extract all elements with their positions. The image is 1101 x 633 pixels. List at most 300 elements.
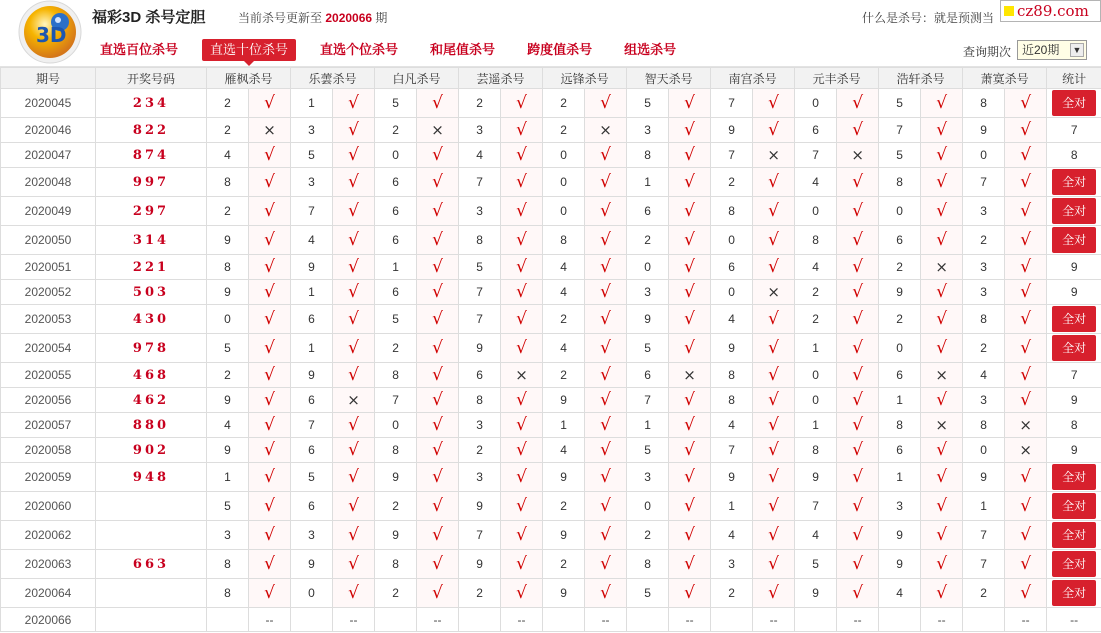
table-row (1, 143, 1101, 168)
result-cell (669, 168, 711, 197)
check-icon: √ (600, 309, 611, 329)
kill-number-cell: 5 (879, 143, 921, 168)
all-correct-button[interactable]: 全对 (1052, 90, 1096, 116)
check-icon: √ (936, 120, 948, 140)
check-icon: √ (600, 93, 611, 113)
stat-cell (1047, 226, 1101, 255)
table-row (1, 521, 1101, 550)
kill-number-cell: 7 (795, 143, 837, 168)
kill-number-cell: 2 (375, 118, 417, 143)
all-correct-button[interactable]: 全对 (1052, 227, 1096, 253)
check-icon: √ (684, 282, 695, 302)
kill-number-cell: 3 (711, 550, 753, 579)
kill-number-cell: 9 (879, 550, 921, 579)
check-icon: √ (432, 309, 443, 329)
table-row (1, 492, 1101, 521)
check-icon: √ (768, 201, 780, 221)
check-icon: √ (432, 145, 443, 165)
result-cell (837, 388, 879, 413)
nav-tab-5[interactable]: 组选杀号 (624, 42, 677, 57)
result-cell (333, 550, 375, 579)
result-cell (669, 197, 711, 226)
result-cell (249, 143, 291, 168)
result-cell (501, 280, 543, 305)
all-correct-button[interactable]: 全对 (1052, 493, 1096, 519)
kill-number-cell: 5 (207, 492, 249, 521)
kill-number-cell: 2 (627, 226, 669, 255)
kill-number-cell: 5 (627, 438, 669, 463)
check-icon: √ (1020, 201, 1032, 221)
check-icon: √ (684, 309, 695, 329)
result-cell (417, 463, 459, 492)
kill-number-cell: 6 (291, 305, 333, 334)
kill-number-cell: 7 (459, 168, 501, 197)
check-icon: √ (348, 440, 359, 460)
kill-number-cell: 3 (459, 463, 501, 492)
check-icon: √ (600, 390, 611, 410)
check-icon: √ (684, 230, 695, 250)
kill-number-cell: 9 (711, 334, 753, 363)
check-icon: √ (600, 145, 611, 165)
result-cell (585, 413, 627, 438)
result-cell (501, 492, 543, 521)
period-cell: 2020062 (1, 521, 96, 550)
check-icon: √ (1020, 583, 1032, 603)
stat-cell (1047, 388, 1101, 413)
result-cell (249, 521, 291, 550)
result-cell (837, 492, 879, 521)
draw-number-cell: 948 (96, 463, 207, 492)
result-cell (501, 550, 543, 579)
result-cell (417, 118, 459, 143)
kill-number-cell: 4 (963, 363, 1005, 388)
result-cell (417, 521, 459, 550)
nav-tab-4[interactable]: 跨度值杀号 (527, 42, 593, 57)
kill-number-cell: 1 (627, 413, 669, 438)
kill-number-cell: 1 (375, 255, 417, 280)
kill-number-cell: 8 (459, 388, 501, 413)
result-cell (333, 363, 375, 388)
kill-number-cell: 4 (207, 413, 249, 438)
result-cell (501, 255, 543, 280)
col-header-expert[interactable]: 浩轩杀号 (879, 68, 963, 89)
result-cell (333, 438, 375, 463)
kill-number-cell: 6 (375, 197, 417, 226)
all-correct-button[interactable]: 全对 (1052, 169, 1096, 195)
check-icon: √ (1020, 309, 1032, 329)
draw-number-cell: 430 (96, 305, 207, 334)
result-cell (669, 521, 711, 550)
result-cell (249, 579, 291, 608)
result-cell (753, 363, 795, 388)
kill-number-cell: 2 (459, 89, 501, 118)
kill-number-cell: 9 (879, 280, 921, 305)
all-correct-button[interactable]: 全对 (1052, 522, 1096, 548)
check-icon: √ (264, 93, 275, 113)
cross-icon: × (1019, 416, 1032, 434)
kill-number-cell: 1 (291, 334, 333, 363)
check-icon: √ (852, 496, 864, 516)
check-icon: √ (852, 415, 864, 435)
result-cell (501, 413, 543, 438)
result-cell (501, 363, 543, 388)
result-cell (417, 550, 459, 579)
check-icon: √ (768, 496, 780, 516)
result-cell (585, 521, 627, 550)
check-icon: √ (684, 440, 695, 460)
stat-cell (1047, 168, 1101, 197)
check-icon: √ (600, 230, 611, 250)
check-icon: √ (1020, 93, 1032, 113)
check-icon: √ (852, 93, 864, 113)
kill-number-cell: 5 (459, 255, 501, 280)
kill-number-cell: 1 (795, 334, 837, 363)
cross-icon: × (683, 366, 696, 384)
kill-number-cell: 1 (291, 280, 333, 305)
check-icon: √ (348, 201, 359, 221)
check-icon: √ (768, 309, 780, 329)
kill-number-cell: 3 (963, 388, 1005, 413)
kill-number-cell: 9 (459, 492, 501, 521)
check-icon: √ (936, 496, 948, 516)
kill-number-cell: 8 (627, 143, 669, 168)
col-header-expert[interactable]: 萧寞杀号 (963, 68, 1047, 89)
check-icon: √ (600, 201, 611, 221)
all-correct-button[interactable]: 全对 (1052, 580, 1096, 606)
kill-number-cell: 0 (543, 143, 585, 168)
check-icon: √ (768, 583, 780, 603)
result-cell (333, 521, 375, 550)
col-header-period: 期号 (1, 68, 96, 89)
kill-number-cell: 4 (543, 280, 585, 305)
result-cell (333, 388, 375, 413)
period-cell: 2020046 (1, 118, 96, 143)
result-cell (417, 363, 459, 388)
kill-number-cell: 2 (963, 226, 1005, 255)
check-icon: √ (852, 201, 864, 221)
result-cell (333, 305, 375, 334)
kill-number-cell: 2 (879, 305, 921, 334)
brand-badge[interactable] (1000, 0, 1101, 22)
check-icon: √ (852, 467, 864, 487)
check-icon: √ (264, 145, 275, 165)
check-icon: √ (516, 390, 527, 410)
nav-tab-1[interactable]: 直选十位杀号 (202, 39, 296, 61)
kill-number-cell: 9 (207, 388, 249, 413)
result-cell (249, 463, 291, 492)
check-icon: √ (264, 415, 275, 435)
kill-number-cell: 2 (543, 363, 585, 388)
check-icon: √ (264, 583, 275, 603)
result-cell (1005, 579, 1047, 608)
kill-number-cell: 8 (795, 226, 837, 255)
check-icon: √ (264, 201, 275, 221)
result-cell (753, 143, 795, 168)
check-icon: √ (936, 467, 948, 487)
check-icon: √ (516, 282, 527, 302)
check-icon: √ (852, 390, 864, 410)
check-icon: √ (348, 145, 359, 165)
draw-number-cell: 822 (96, 118, 207, 143)
check-icon: √ (264, 440, 275, 460)
result-cell (1005, 492, 1047, 521)
kill-number-cell: 5 (627, 334, 669, 363)
result-cell (837, 197, 879, 226)
check-icon: √ (348, 282, 359, 302)
result-cell (249, 388, 291, 413)
all-correct-button[interactable]: 全对 (1052, 464, 1096, 490)
result-cell (837, 463, 879, 492)
check-icon: √ (936, 554, 948, 574)
result-cell (921, 363, 963, 388)
check-icon: √ (768, 365, 780, 385)
result-cell (921, 255, 963, 280)
pending-result: -- (669, 608, 711, 632)
cross-icon: × (599, 121, 612, 139)
result-cell (249, 438, 291, 463)
all-correct-button[interactable]: 全对 (1052, 306, 1096, 332)
result-cell (585, 168, 627, 197)
result-cell (669, 579, 711, 608)
check-icon: √ (600, 496, 611, 516)
kill-number-cell: 0 (963, 438, 1005, 463)
result-cell (417, 579, 459, 608)
period-cell: 2020060 (1, 492, 96, 521)
current-kill-number: 2 (795, 608, 837, 632)
draw-number-cell: 663 (96, 550, 207, 579)
kill-number-cell: 2 (207, 89, 249, 118)
brand-dot-icon (1004, 6, 1014, 16)
result-cell (333, 492, 375, 521)
table-header-row (1, 68, 1101, 89)
check-icon: √ (348, 172, 359, 192)
kill-number-cell: 7 (795, 492, 837, 521)
result-cell (333, 413, 375, 438)
result-cell (921, 579, 963, 608)
check-icon: √ (432, 201, 443, 221)
col-header-expert[interactable]: 元丰杀号 (795, 68, 879, 89)
check-icon: √ (264, 257, 275, 277)
result-cell (417, 388, 459, 413)
check-icon: √ (432, 230, 443, 250)
pending-result: -- (417, 608, 459, 632)
all-correct-button[interactable]: 全对 (1052, 198, 1096, 224)
kill-number-cell: 8 (207, 579, 249, 608)
col-header-expert[interactable]: 白凡杀号 (375, 68, 459, 89)
kill-number-cell: 7 (459, 280, 501, 305)
kill-number-cell: 3 (963, 197, 1005, 226)
result-cell (501, 438, 543, 463)
kill-number-cell: 7 (459, 521, 501, 550)
col-header-expert[interactable]: 乐蕓杀号 (291, 68, 375, 89)
kill-number-cell: 9 (627, 305, 669, 334)
draw-number-cell: 503 (96, 280, 207, 305)
kill-number-cell: 4 (795, 255, 837, 280)
result-cell (333, 334, 375, 363)
result-cell (501, 226, 543, 255)
check-icon: √ (1020, 230, 1032, 250)
draw-number-cell: 874 (96, 143, 207, 168)
result-cell (921, 197, 963, 226)
result-cell (669, 143, 711, 168)
kill-number-cell: 0 (543, 168, 585, 197)
period-cell: 2020053 (1, 305, 96, 334)
check-icon: √ (264, 282, 275, 302)
check-icon: √ (600, 338, 611, 358)
result-cell (669, 492, 711, 521)
result-cell (837, 413, 879, 438)
result-cell (669, 363, 711, 388)
check-icon: √ (264, 365, 275, 385)
kill-number-cell: 3 (459, 413, 501, 438)
current-kill-number: 4 (375, 608, 417, 632)
kill-number-cell: 8 (879, 168, 921, 197)
kill-number-cell: 2 (963, 579, 1005, 608)
table-row (1, 305, 1101, 334)
check-icon: √ (1020, 120, 1032, 140)
kill-number-cell: 8 (795, 438, 837, 463)
kill-number-cell: 9 (375, 521, 417, 550)
check-icon: √ (768, 467, 780, 487)
kill-number-cell: 3 (291, 168, 333, 197)
stat-cell (1047, 118, 1101, 143)
result-cell (333, 579, 375, 608)
result-cell (417, 168, 459, 197)
check-icon: √ (348, 257, 359, 277)
check-icon: √ (432, 257, 443, 277)
cross-icon: × (767, 146, 780, 164)
check-icon: √ (1020, 554, 1032, 574)
result-cell (669, 280, 711, 305)
check-icon: √ (936, 390, 948, 410)
kill-number-cell: 9 (459, 334, 501, 363)
kill-number-cell: 0 (711, 280, 753, 305)
check-icon: √ (600, 583, 611, 603)
check-icon: √ (264, 309, 275, 329)
draw-number-cell: 221 (96, 255, 207, 280)
check-icon: √ (348, 467, 359, 487)
check-icon: √ (516, 467, 527, 487)
period-select[interactable] (1017, 40, 1087, 60)
result-cell (837, 579, 879, 608)
col-header-expert[interactable]: 雁枫杀号 (207, 68, 291, 89)
period-cell: 2020045 (1, 89, 96, 118)
kill-number-cell: 4 (291, 226, 333, 255)
kill-number-cell: 9 (207, 226, 249, 255)
kill-number-cell: 9 (207, 438, 249, 463)
kill-number-cell: 6 (627, 363, 669, 388)
col-header-expert[interactable]: 芸遥杀号 (459, 68, 543, 89)
kill-number-cell: 6 (375, 226, 417, 255)
kill-number-cell: 4 (711, 305, 753, 334)
check-icon: √ (432, 415, 443, 435)
cross-icon: × (935, 416, 948, 434)
kill-number-cell: 4 (543, 334, 585, 363)
period-cell: 2020050 (1, 226, 96, 255)
col-header-expert[interactable]: 远锋杀号 (543, 68, 627, 89)
period-cell: 2020059 (1, 463, 96, 492)
result-cell (249, 492, 291, 521)
result-cell (417, 255, 459, 280)
check-icon: √ (768, 554, 780, 574)
table-row (1, 89, 1101, 118)
nav-tab-0[interactable]: 直选百位杀号 (100, 42, 179, 57)
result-cell (1005, 334, 1047, 363)
result-cell (585, 89, 627, 118)
stat-cell (1047, 197, 1101, 226)
nav-tab-2[interactable]: 直选个位杀号 (320, 42, 399, 57)
result-cell (837, 143, 879, 168)
result-cell (417, 143, 459, 168)
result-cell (417, 334, 459, 363)
check-icon: √ (432, 554, 443, 574)
result-cell (585, 305, 627, 334)
table-row (1, 168, 1101, 197)
result-cell (585, 492, 627, 521)
current-kill-number: 7 (543, 608, 585, 632)
check-icon: √ (1020, 338, 1032, 358)
kill-number-cell: 3 (963, 280, 1005, 305)
result-cell (585, 579, 627, 608)
kill-number-cell: 3 (459, 197, 501, 226)
kill-number-cell: 3 (963, 255, 1005, 280)
result-cell (753, 89, 795, 118)
col-header-expert[interactable]: 南宫杀号 (711, 68, 795, 89)
all-correct-button[interactable]: 全对 (1052, 335, 1096, 361)
kill-number-cell: 2 (543, 492, 585, 521)
check-icon: √ (768, 440, 780, 460)
kill-number-cell: 7 (963, 521, 1005, 550)
check-icon: √ (684, 257, 695, 277)
nav-tab-3[interactable]: 和尾值杀号 (430, 42, 496, 57)
kill-number-cell: 9 (291, 255, 333, 280)
result-cell (249, 89, 291, 118)
result-cell (669, 255, 711, 280)
stat-cell (1047, 143, 1101, 168)
kill-number-cell: 8 (711, 197, 753, 226)
check-icon: √ (936, 440, 948, 460)
result-cell (501, 305, 543, 334)
kill-number-cell: 2 (879, 255, 921, 280)
check-icon: √ (1020, 257, 1032, 277)
result-cell (753, 226, 795, 255)
kill-number-cell: 9 (543, 579, 585, 608)
result-cell (753, 492, 795, 521)
result-cell (669, 463, 711, 492)
check-icon: √ (1020, 172, 1032, 192)
draw-number-cell: 234 (96, 89, 207, 118)
kill-number-cell: 0 (543, 197, 585, 226)
result-cell (837, 280, 879, 305)
kill-number-cell: 7 (879, 118, 921, 143)
all-correct-button[interactable]: 全对 (1052, 551, 1096, 577)
col-header-expert[interactable]: 智天杀号 (627, 68, 711, 89)
check-icon: √ (1020, 496, 1032, 516)
result-cell (753, 438, 795, 463)
check-icon: √ (768, 390, 780, 410)
check-icon: √ (600, 257, 611, 277)
result-cell (669, 118, 711, 143)
kill-number-cell: 6 (879, 226, 921, 255)
correct-count: 9 (1070, 443, 1078, 457)
check-icon: √ (684, 525, 695, 545)
result-cell (1005, 463, 1047, 492)
result-cell (585, 438, 627, 463)
kill-number-cell: 9 (963, 118, 1005, 143)
update-period: 2020066 (325, 11, 373, 25)
draw-number-cell: 978 (96, 334, 207, 363)
kill-number-cell: 8 (963, 89, 1005, 118)
